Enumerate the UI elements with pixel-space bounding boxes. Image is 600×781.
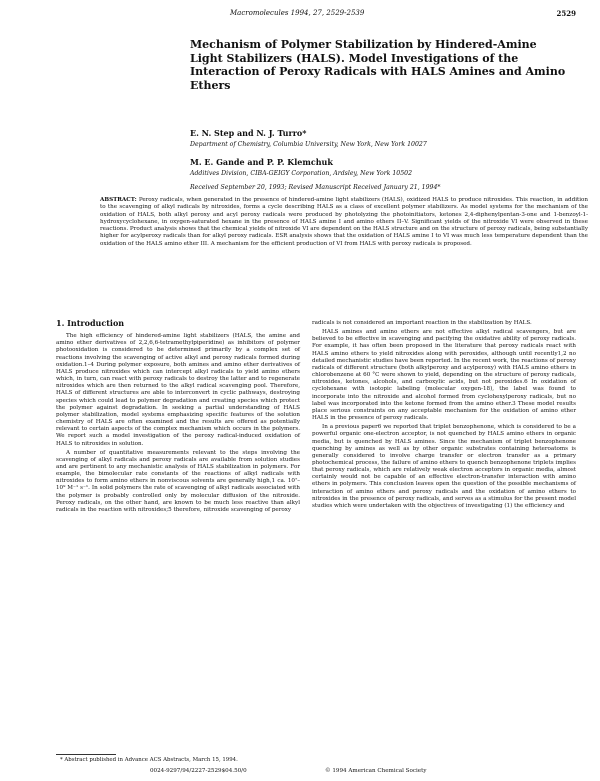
page-number: 2529: [556, 9, 576, 18]
intro-paragraph-continued: radicals is not considered an important reaction in the stabilization by HALS.: [312, 320, 532, 326]
abstract-text: Peroxy radicals, when generated in the presence of hindered-amine light stabilizers (HALS), oxidized HALS to produce nitroxides. This reaction, in addition to the scavenging of alkyl radicals by nitroxides, forms a cycle describing HALS as a class of excellent polymer stabilizers. As model systems for the mechanism of the oxidation of HALS, both alkyl peroxy and acyl peroxy radicals were produced by photolyzing the photoinitiators, ketones 2,4-diphenylpentan-3-one and 1-benzoyl-1-hydroxycyclohexane, in oxygen-saturated hexane in the presence of HALS amine I and amino ethers II–V. Significant yields of the nitroxide VI were observed in these reactions. Product analysis shows that the chemical yields of nitroxide VI are dependent on the HALS structure and on the structure of peroxy radicals, being substantially higher for acylperoxy radicals than for alkyl peroxy radicals. ESR analysis shows that the oxidation of HALS amine I to VI was much less temperature dependent than the oxidation of the HALS amino ether III. A mechanism for the efficient production of VI from HALS with peroxy radicals is proposed.: [100, 197, 588, 247]
left-column: [56, 320, 300, 514]
article-code: 0024-9297/94/2227-2529$04.50/0: [150, 768, 247, 774]
authors-columbia: E. N. Step and N. J. Turro*: [190, 128, 307, 138]
section-heading-introduction: 1. Introduction: [56, 318, 125, 328]
footnote: * Abstract published in Advance ACS Abstracts, March 15, 1994.: [60, 757, 238, 763]
authors-ciba: M. E. Gande and P. P. Klemchuk: [190, 157, 333, 167]
footnote-divider: [56, 754, 116, 755]
right-column: [312, 320, 576, 510]
running-header: [0, 9, 600, 21]
abstract-label: ABSTRACT:: [100, 197, 137, 203]
affiliation-ciba: Additives Division, CIBA-GEIGY Corporation, Ardsley, New York 10502: [190, 170, 413, 177]
copyright: © 1994 American Chemical Society: [325, 768, 427, 774]
intro-paragraph-1: The high efficiency of hindered-amine light stabilizers (HALS, the amine and amino ether derivatives of 2,2,6,6-tetramethylpiperidine) as inhibitors of polymer photooxidation is considered to be determined primarily by a complex set of reactions involving the scavenging of active alkyl and peroxy radicals formed during oxidation.1–4 During polymer exposure, both amines and amino ether derivatives of HALS produce nitroxides which can intercept alkyl radicals to yield amino ethers which, in turn, can react with peroxy radicals to destroy the latter and to regenerate nitroxides which are then returned to the alkyl radical scavenging pool. Therefore, HALS of different structures are able to interconvert in cyclic pathways, destroying species which could lead to polymer degradation and creating species which protect the polymer against degradation. In seeking a partial understanding of HALS polymer stabilization, model systems emphasizing specific features of the solution chemistry of HALS are often examined and the results are offered as potentially relevant to certain aspects of the complex mechanism which occurs in the polymers. We report such a model investigation of the peroxy radical-induced oxidation of HALS to nitroxides in solution.: [56, 333, 300, 447]
intro-paragraph-3: HALS amines and amino ethers are not effective alkyl radical scavengers, but are believed to be effective in scavenging and pacifying the oxidative ability of peroxy radicals. For example, it has often been proposed in the literature that peroxy radicals react with HALS amino ethers to yield nitroxides along with peroxides, although until recently1,2 no detailed mechanistic studies have been reported. In the recent work, the reactions of peroxy radicals of different structure (both alkylperoxy and acylperoxy) with HALS amino ethers in chlorobenzene at 60 °C were shown to yield, depending on the structure of peroxy radicals, nitroxides, ketones, alcohols, and carboxylic acids, but not peroxides.6 In oxidation of cyclohexane with isotopic labeling (molecular oxygen-18), the label was found to incorporate into the nitroxide and alcohol formed from cyclohexylperoxy radicals, but no label was incorporated into the ketone formed from the amino ether.3 These model results place serious constraints on any acceptable mechanism for the oxidation of amino ether HALS in the presence of peroxy radicals.: [312, 329, 576, 422]
article-title: Mechanism of Polymer Stabilization by Hindered-Amine Light Stabilizers (HALS). Model Investigations of the Interaction of Peroxy Radicals with HALS Amines and Amino Ethers: [190, 38, 566, 92]
received-dates: Received September 20, 1993; Revised Manuscript Received January 21, 1994*: [190, 184, 441, 191]
abstract: [100, 197, 588, 248]
affiliation-columbia: Department of Chemistry, Columbia University, New York, New York 10027: [190, 141, 427, 148]
journal-citation: Macromolecules 1994, 27, 2529-2539: [230, 9, 365, 17]
intro-paragraph-2: A number of quantitative measurements relevant to the steps involving the scavenging of alkyl radicals and peroxy radicals are available from solution studies and are pertinent to any mechanistic analysis of HALS stabilization in polymers. For example, the bimolecular rate constants of the reactions of alkyl radicals with nitroxides to form amino ethers in nonviscous solvents are generally high,1 ca. 10⁷–10⁹ M⁻¹ s⁻¹. In solid polymers the rate of scavenging of alkyl radicals associated with the polymer is probably controlled only by molecular diffusion of the nitroxide. Peroxy radicals, on the other hand, are known to be much less reactive than alkyl radicals in the reaction with nitroxides;5 therefore, nitroxide scavenging of peroxy: [56, 449, 300, 513]
intro-paragraph-4: In a previous paper6 we reported that triplet benzophenone, which is considered to be a powerful organic one-electron acceptor, is not quenched by HALS amino ethers in organic media, but is quenched by HALS amines. Since the mechanism of triplet benzophenone quenching by amines as well as by other organic substrates containing heteroatoms is generally considered to involve charge transfer or electron transfer as a primary photochemical process, the failure of amino ethers to quench benzophenone triplets implies that peroxy radicals, which are relatively weak electron acceptors in organic media, almost certainly would not be capable of an effective electron-transfer interaction with amino ethers in polymers. This conclusion leaves open the question of the possible mechanisms of interaction of amino ethers and peroxy radicals and the oxidation of amino ethers to nitroxides in the presence of peroxy radicals, and serves as a stimulus for the present model studies which were undertaken with the objectives of investigating (1) the efficiency and: [312, 424, 576, 509]
